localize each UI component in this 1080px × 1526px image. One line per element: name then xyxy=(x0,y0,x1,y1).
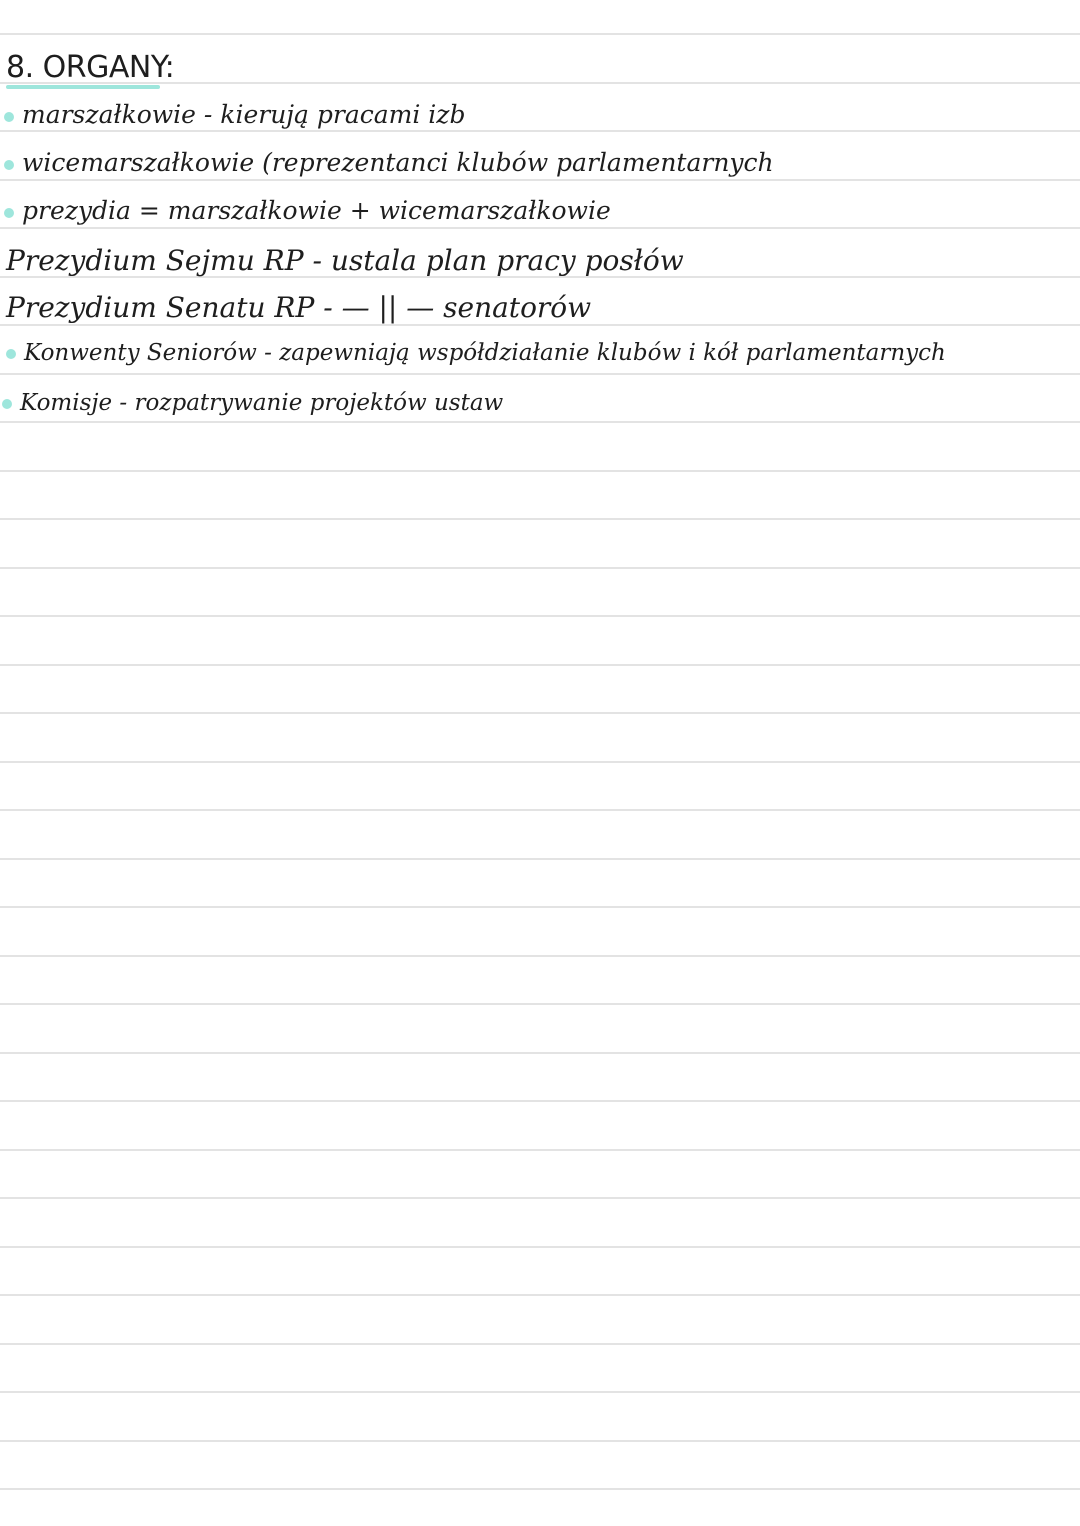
ruled-line xyxy=(0,615,1080,617)
ruled-line xyxy=(0,33,1080,35)
bullet-dot xyxy=(6,349,16,359)
ruled-line xyxy=(0,1003,1080,1005)
ruled-line xyxy=(0,1197,1080,1199)
bullet-dot xyxy=(4,160,14,170)
ruled-line xyxy=(0,1343,1080,1345)
ruled-line xyxy=(0,809,1080,811)
ruled-line xyxy=(0,1052,1080,1054)
note-line-prezydia xyxy=(4,196,611,225)
ruled-line xyxy=(0,567,1080,569)
bullet-dot xyxy=(4,112,14,122)
note-text: marszałkowie - kierują pracami izb xyxy=(22,100,466,129)
ruled-line xyxy=(0,1440,1080,1442)
bullet-dot xyxy=(2,399,12,409)
ruled-line xyxy=(0,858,1080,860)
ruled-line xyxy=(0,1488,1080,1490)
ruled-line xyxy=(0,1100,1080,1102)
note-line-konwenty-seniorow xyxy=(6,340,946,366)
note-text: Konwenty Seniorów - zapewniają współdziałanie klubów i kół parlamentarnych xyxy=(24,340,946,366)
ruled-line xyxy=(0,664,1080,666)
heading-highlight xyxy=(6,85,160,89)
note-line-prezydium-sejmu xyxy=(6,244,684,277)
heading-text: 8. ORGANY: xyxy=(6,50,175,85)
ruled-line xyxy=(0,324,1080,326)
section-heading xyxy=(6,50,174,85)
ruled-line xyxy=(0,179,1080,181)
note-line-wicemarszalkowie xyxy=(4,148,774,177)
ruled-line xyxy=(0,1391,1080,1393)
note-line-komisje xyxy=(2,390,503,416)
ruled-line xyxy=(0,227,1080,229)
note-text: wicemarszałkowie (reprezentanci klubów parlamentarnych xyxy=(22,148,774,177)
note-line-marszalkowie xyxy=(4,100,465,129)
ruled-line xyxy=(0,130,1080,132)
ruled-line xyxy=(0,1294,1080,1296)
note-text: Komisje - rozpatrywanie projektów ustaw xyxy=(20,390,504,416)
ruled-line xyxy=(0,955,1080,957)
note-text: prezydia = marszałkowie + wicemarszałkowie xyxy=(22,196,611,225)
ruled-line xyxy=(0,906,1080,908)
ruled-line xyxy=(0,518,1080,520)
ruled-line xyxy=(0,1246,1080,1248)
ruled-line xyxy=(0,421,1080,423)
ruled-line xyxy=(0,470,1080,472)
note-line-prezydium-senatu xyxy=(6,291,591,324)
ruled-line xyxy=(0,712,1080,714)
ruled-line xyxy=(0,761,1080,763)
note-text: Prezydium Sejmu RP - ustala plan pracy posłów xyxy=(6,244,684,277)
ruled-line xyxy=(0,373,1080,375)
note-text: Prezydium Senatu RP - — || — senatorów xyxy=(6,291,592,324)
ruled-line xyxy=(0,1149,1080,1151)
bullet-dot xyxy=(4,208,14,218)
